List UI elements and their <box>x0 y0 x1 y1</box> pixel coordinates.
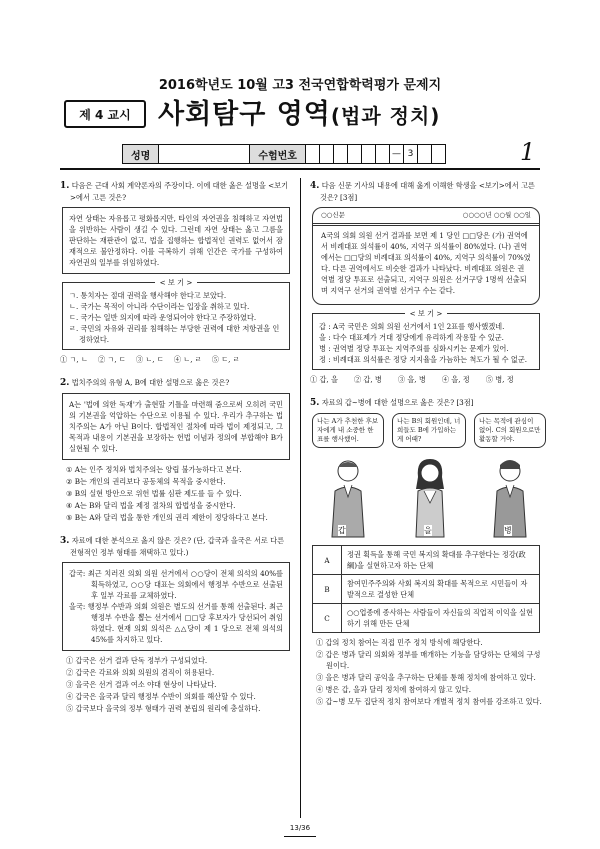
answer-option[interactable]: ⑤ B는 A와 달리 법을 통한 개인의 권리 제한이 정당하다고 본다. <box>66 513 268 522</box>
answer-option[interactable]: ② 갑, 병 <box>353 375 382 384</box>
question-2-prompt <box>60 377 292 389</box>
question-2 <box>60 377 292 523</box>
answer-option[interactable]: ③ 을은 병과 달리 공익을 추구하는 단체를 통해 정치에 참여하고 있다. <box>316 673 536 682</box>
question-1-options <box>60 354 292 365</box>
question-text: 다음은 근대 사회 계약론자의 주장이다. 이에 대한 옳은 설명을 <보기>에서 고른 것은? <box>70 181 289 202</box>
exam-number-cell[interactable] <box>306 145 320 163</box>
person-gap-illustration <box>326 457 370 539</box>
answer-option[interactable]: ① A는 인주 정치와 법치주의는 양립 불가능하다고 본다. <box>66 465 242 474</box>
name-label: 성명 <box>123 145 159 163</box>
exam-number-cell-fixed: 3 <box>404 145 418 163</box>
speaker-label: 을 <box>424 526 432 535</box>
question-2-passage: A는 '법에 의한 독재'가 출현할 기틀을 마련해 줌으로써 오히려 국민의 기본권을 억압하는 수단으로 이용될 수 있다. 우리가 추구하는 법치주의는 A가 아닌 B이다. 합법적인 절차에 따라 법이 제정되고, 그 목적과 내용이 기본권을 보장하는 헌법 이념과 정의에 부합해야 B가 실현될 수 있다. <box>62 393 290 460</box>
table-key: C <box>313 604 342 633</box>
newspaper-article: A국의 의회 의원 선거 결과를 보면 제 1 당인 □□당은 (가) 권역에서 비례대표 의석률이 40%, 지역구 의석률이 80%였다. (나) 권역에서는 □□당의 비례대표 의석률이 40%, 지역구 의석률이 70%였다. 다른 권역에서도 비슷한 결과가 나타났다. 비례대표 의원은 권역별 정당 투표로 선출되고, 지역구 의원은 선거구당 1명씩 선출되며 지역구 선거의 권역별 선거구 수는 같다. <box>321 231 531 295</box>
bogi-item: 을 : 다수 대표제가 거대 정당에게 유리하게 작용할 수 있군. <box>319 333 504 342</box>
bogi-title: < 보 기 > <box>155 278 198 287</box>
exam-number-label: 수험번호 <box>250 145 306 163</box>
answer-option[interactable]: ⑤ ㄷ, ㄹ <box>211 355 240 364</box>
subject-subtitle: (법과 정치) <box>330 104 441 128</box>
question-number: 4. <box>310 181 320 191</box>
exam-title: 2016학년도 10월 고3 전국연합학력평가 문제지 <box>158 78 442 93</box>
bogi-item: 갑 : A국 국민은 의회 의원 선거에서 1인 2표를 행사했겠네. <box>319 322 505 331</box>
passage-item: 을국: 행정부 수반과 의회 의원은 별도의 선거를 통해 선출된다. 최근 행정부 수반을 뽑는 선거에서 □□당 후보자가 당선되어 취임하였다. 현재 의회 의석은 △△당이 제 1 당으로 전체 의석의 45%를 차지하고 있다. <box>69 602 283 644</box>
question-number: 3. <box>60 536 70 546</box>
answer-option[interactable]: ④ A는 B와 달리 법을 제정 절차의 합법성을 중시한다. <box>66 501 236 510</box>
right-column <box>310 180 542 713</box>
exam-number-cell[interactable] <box>432 145 445 163</box>
table-desc: 참여민주주의와 사회 복지의 확대를 목적으로 시민들이 자발적으로 결성한 단체 <box>342 575 540 604</box>
question-1-passage: 자연 상태는 자유롭고 평화롭지만, 타인의 자연권을 침해하고 자연법을 위반하는 사람이 생길 수 있다. 그런데 자연 상태는 옳고 그름을 판단하는 재판관이 없고, 법을 집행하는 합법적인 권력도 없어서 잠재적으로 불안정하다. 이를 극복하기 위해 인간은 국가를 구성하여 자연권의 일부를 위임하였다. <box>62 207 290 274</box>
newspaper-name: ○○신문 <box>321 211 345 219</box>
answer-option[interactable]: ④ ㄴ, ㄹ <box>173 355 202 364</box>
speech-illustration <box>312 413 540 541</box>
question-text: 다음 신문 기사의 내용에 대해 옳게 이해한 학생을 <보기>에서 고른 것은? [3점] <box>320 181 535 202</box>
answer-option[interactable]: ① ㄱ, ㄴ <box>60 355 88 364</box>
period-box: 제 4 교시 <box>64 100 146 128</box>
answer-option[interactable]: ⑤ 갑국보다 을국의 정부 형태가 권력 분립의 원리에 충실하다. <box>66 704 261 713</box>
bogi-item: 정 : 비례대표 의석률은 정당 지지율을 가늠하는 척도가 될 수 없군. <box>319 355 528 364</box>
question-3-passage <box>62 562 290 651</box>
bogi-item: ㄴ. 국가는 목적이 아니라 수단이라는 입장을 취하고 있다. <box>69 302 250 311</box>
table-row <box>313 575 540 604</box>
speech-bubble: 나는 A가 추천한 후보자에게 내 소중한 한 표를 행사했어. <box>312 413 384 448</box>
info-row <box>122 144 446 164</box>
table-desc: 정권 획득을 통해 국민 복지의 확대를 추구한다는 정강(政綱)을 실현하고자 하는 단체 <box>342 546 540 575</box>
answer-option[interactable]: ③ B의 실현 방안으로 위헌 법률 심판 제도를 들 수 있다. <box>66 489 242 498</box>
question-4-bogi <box>312 309 540 370</box>
answer-option[interactable]: ② 갑은 병과 달리 의회와 정부를 매개하는 기능을 담당하는 단체의 구성원이다. <box>316 650 541 670</box>
newspaper-clipping <box>312 207 540 305</box>
answer-option[interactable]: ⑤ 병, 정 <box>485 375 514 384</box>
passage-item: 갑국: 최근 치러진 의회 의원 선거에서 ○○당이 전체 의석의 40%를 획득하였고, ○○당 대표는 의회에서 행정부 수반으로 선출된 후 일부 각료를 교체하였다. <box>69 569 283 600</box>
question-text: 자료에 대한 분석으로 옳지 않은 것은? (단, 갑국과 을국은 서로 다른 전형적인 정부 형태를 채택하고 있다.) <box>70 536 285 557</box>
speech-bubble: 나는 목적에 관심이 없어. C의 회원으로만 활동할 거야. <box>474 413 546 448</box>
speaker-label: 갑 <box>338 526 346 535</box>
column-divider <box>300 178 301 818</box>
answer-option[interactable]: ② 갑국은 각료와 의회 의원의 겸직이 허용된다. <box>66 668 215 677</box>
table-key: B <box>313 575 342 604</box>
exam-number-cell[interactable] <box>362 145 376 163</box>
bogi-item: 병 : 권역별 정당 투표는 지역주의를 심화시키는 문제가 있어. <box>319 344 509 353</box>
question-3-prompt <box>60 535 292 558</box>
question-number: 5. <box>310 398 320 408</box>
subject-name: 사회탐구 영역 <box>158 99 331 130</box>
group-table <box>312 545 540 633</box>
question-3 <box>60 535 292 714</box>
answer-option[interactable]: ② B는 개인의 권리보다 공동체의 목적을 중시한다. <box>66 477 226 486</box>
question-text: 자료의 갑~병에 대한 설명으로 옳은 것은? [3점] <box>321 398 474 407</box>
question-1 <box>60 180 292 365</box>
question-5 <box>310 397 542 707</box>
table-row <box>313 604 540 633</box>
question-4 <box>310 180 542 385</box>
exam-number-cell[interactable] <box>376 145 390 163</box>
table-key: A <box>313 546 342 575</box>
answer-option[interactable]: ③ 을, 병 <box>397 375 426 384</box>
answer-option[interactable]: ③ ㄴ, ㄷ <box>135 355 164 364</box>
left-column <box>60 180 292 720</box>
question-number: 1. <box>60 181 70 191</box>
exam-number-cell[interactable] <box>348 145 362 163</box>
bogi-item: ㄹ. 국민의 자유와 권리를 침해하는 부당한 권력에 대한 저항권을 인정하였다. <box>69 324 280 344</box>
bogi-item: ㄷ. 국가는 일반 의지에 따라 운영되어야 한다고 주장하였다. <box>69 313 257 322</box>
question-4-options <box>310 374 542 385</box>
table-row <box>313 546 540 575</box>
exam-number-cell[interactable] <box>320 145 334 163</box>
question-5-prompt <box>310 397 542 409</box>
exam-number-cell[interactable] <box>334 145 348 163</box>
answer-option[interactable]: ④ 을, 정 <box>441 375 470 384</box>
answer-option[interactable]: ② ㄱ, ㄷ <box>97 355 126 364</box>
answer-option[interactable]: ① 갑, 을 <box>310 375 338 384</box>
speech-bubble: 나는 B의 회원인데, 너희들도 B에 가입하는 게 어때? <box>392 413 466 448</box>
answer-option[interactable]: ① 갑의 정치 참여는 직접 민주 정치 방식에 해당한다. <box>316 638 483 647</box>
answer-option[interactable]: ⑤ 갑~병 모두 집단적 정치 참여보다 개별적 정치 참여를 강조하고 있다. <box>316 697 542 706</box>
answer-option[interactable]: ① 갑국은 선거 결과 단독 정부가 구성되었다. <box>66 656 208 665</box>
exam-number-dash: — <box>390 145 404 163</box>
page-number: 1 <box>520 138 536 166</box>
footer-total: 36 <box>301 824 311 832</box>
question-number: 2. <box>60 378 70 388</box>
exam-number-cell[interactable] <box>418 145 432 163</box>
question-text: 법치주의의 유형 A, B에 대한 설명으로 옳은 것은? <box>71 378 230 387</box>
answer-option[interactable]: ③ 을국은 선거 결과 여소 야대 현상이 나타났다. <box>66 680 217 689</box>
newspaper-header <box>313 208 539 226</box>
answer-option[interactable]: ④ 병은 갑, 을과 달리 정치에 참여하지 않고 있다. <box>316 685 472 694</box>
footer-page: 13 <box>289 824 299 832</box>
bogi-title: < 보 기 > <box>405 309 448 318</box>
answer-option[interactable]: ④ 갑국은 을국과 달리 행정부 수반이 의회를 해산할 수 있다. <box>66 692 256 701</box>
table-desc: ○○업종에 종사하는 사람들이 자신들의 직업적 이익을 실현하기 위해 만든 단체 <box>342 604 540 633</box>
question-4-prompt <box>310 180 542 203</box>
question-1-prompt <box>60 180 292 203</box>
bogi-item: ㄱ. 통치자는 절대 권력을 행사해야 한다고 보았다. <box>69 291 227 300</box>
question-1-bogi <box>62 278 290 350</box>
speaker-label: 병 <box>504 526 512 535</box>
subject-title <box>158 92 440 131</box>
header-rule <box>60 168 540 170</box>
page-footer: 13 / 36 <box>284 824 316 837</box>
newspaper-date: ○○○○년 ○○월 ○○일 <box>462 211 531 219</box>
name-field[interactable] <box>159 145 250 163</box>
